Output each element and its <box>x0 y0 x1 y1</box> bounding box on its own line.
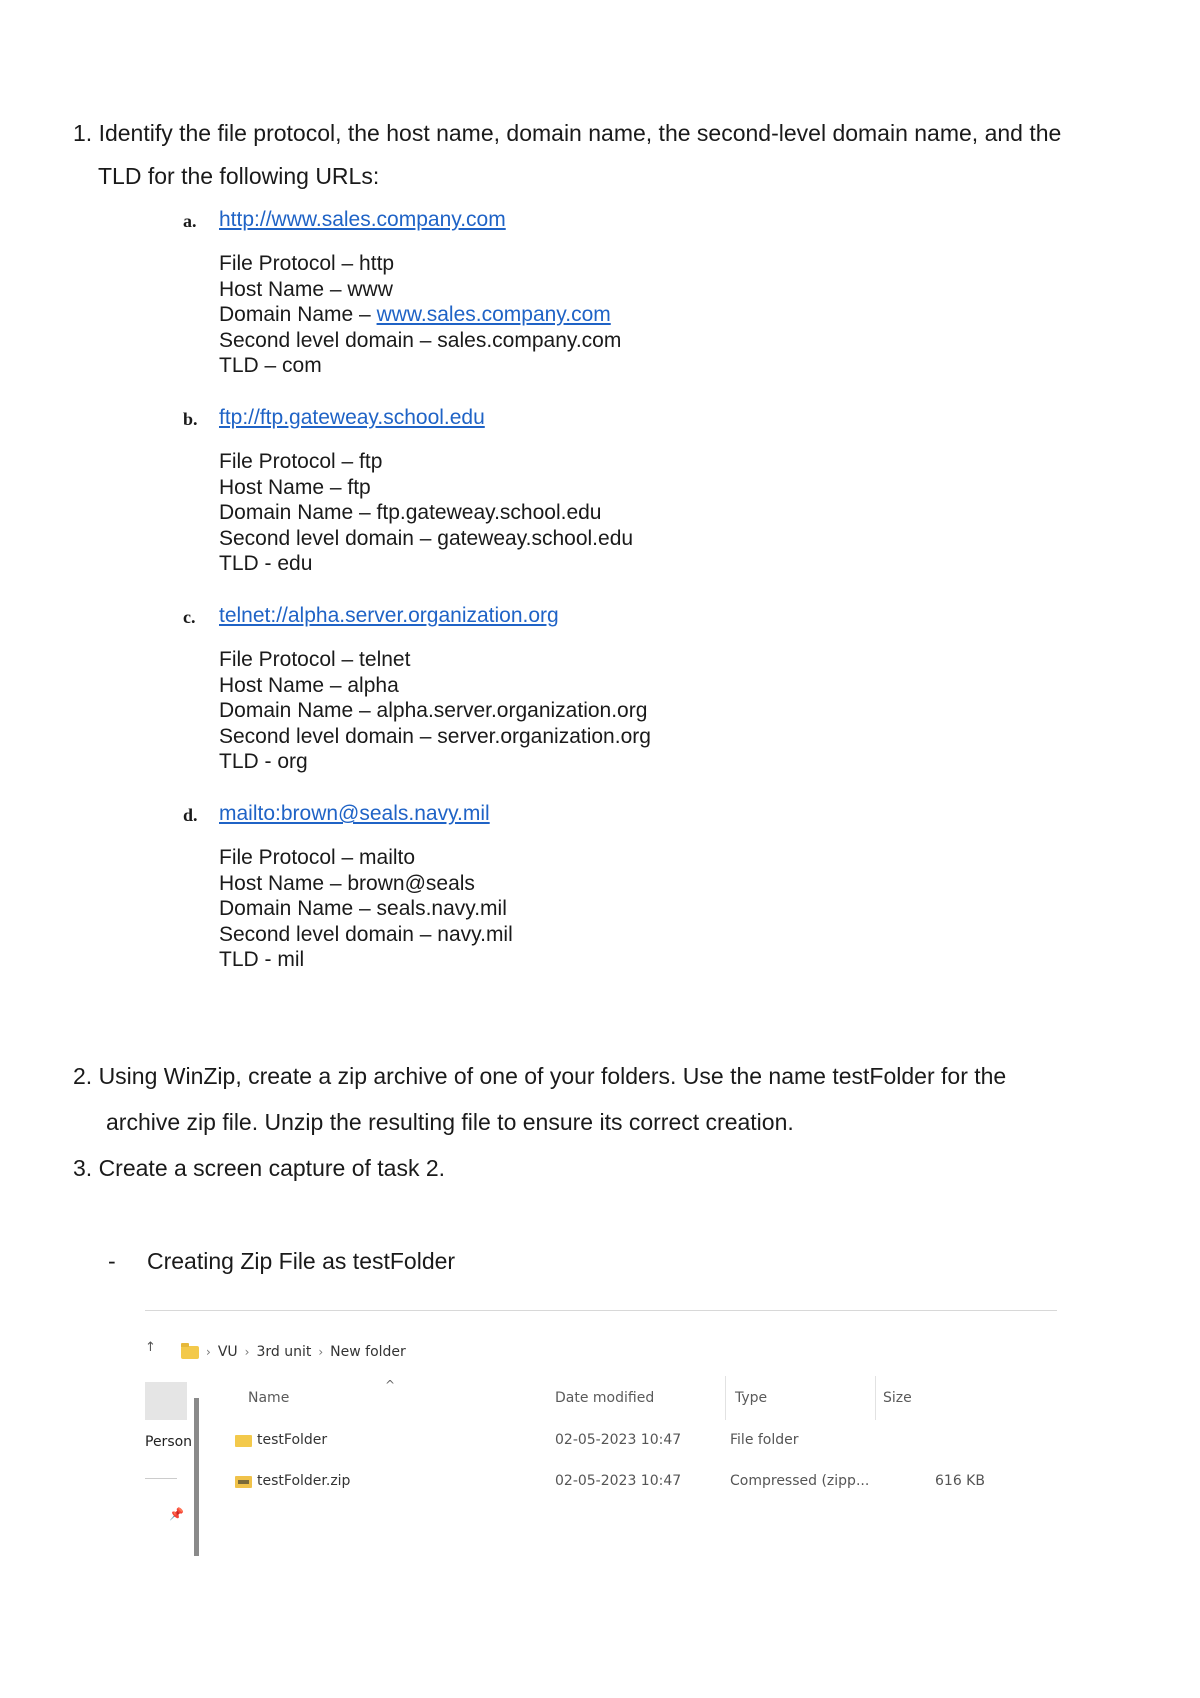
file-name: testFolder <box>257 1432 328 1448</box>
file-name: testFolder.zip <box>257 1473 351 1489</box>
folder-icon <box>235 1435 252 1447</box>
chevron-right-icon: › <box>318 1345 324 1359</box>
bullet-text: Creating Zip File as testFolder <box>147 1248 456 1274</box>
item-c-answers <box>219 647 651 775</box>
item-c-url-link[interactable]: telnet://alpha.server.organization.org <box>219 604 559 627</box>
item-a-domain <box>219 302 621 328</box>
item-c-protocol: File Protocol – telnet <box>219 648 411 671</box>
column-header-type[interactable]: Type <box>735 1390 768 1406</box>
nav-arrow-icon[interactable]: ↑ <box>145 1340 156 1355</box>
bullet-dash: - <box>108 1248 116 1274</box>
item-c-host: Host Name – alpha <box>219 673 399 697</box>
folder-icon <box>181 1346 199 1359</box>
pin-icon: 📌 <box>169 1507 184 1521</box>
explorer-screenshot <box>145 1310 1057 1556</box>
sidebar-divider <box>145 1478 177 1479</box>
file-size: 616 KB <box>935 1473 985 1489</box>
breadcrumb <box>145 1342 406 1362</box>
item-c-sld: Second level domain – server.organization.org <box>219 724 651 748</box>
item-b-sld: Second level domain – gateweay.school.edu <box>219 526 634 550</box>
item-d-tld: TLD - mil <box>219 948 305 971</box>
column-divider[interactable] <box>725 1376 726 1420</box>
file-date: 02-05-2023 10:47 <box>555 1473 682 1489</box>
item-b-answers <box>219 449 633 577</box>
item-a-protocol: File Protocol – http <box>219 252 395 275</box>
sidebar-selected-item[interactable] <box>145 1382 187 1420</box>
item-d-url-link[interactable]: mailto:brown@seals.navy.mil <box>219 802 490 825</box>
chevron-right-icon: › <box>206 1345 211 1359</box>
question-1-line-1: 1. Identify the file protocol, the host name, domain name, the second-level domain name, and the <box>73 120 1062 146</box>
chevron-right-icon: › <box>244 1345 250 1359</box>
column-header-size[interactable]: Size <box>883 1390 912 1406</box>
item-a-host: Host Name – www <box>219 277 393 301</box>
item-a-domain-prefix: Domain Name – <box>219 303 377 326</box>
item-d-host: Host Name – brown@seals <box>219 871 475 895</box>
file-date: 02-05-2023 10:47 <box>555 1432 682 1448</box>
column-header-date[interactable]: Date modified <box>555 1390 655 1406</box>
item-b-url-link[interactable]: ftp://ftp.gateweay.school.edu <box>219 406 485 429</box>
item-b-host: Host Name – ftp <box>219 475 371 499</box>
item-c-tld: TLD - org <box>219 750 308 773</box>
item-d-sld: Second level domain – navy.mil <box>219 922 513 946</box>
item-c-domain: Domain Name – alpha.server.organization.org <box>219 699 648 722</box>
screenshot-top-border <box>145 1310 1057 1311</box>
item-d-domain: Domain Name – seals.navy.mil <box>219 897 507 920</box>
item-c-label: c. <box>183 607 196 627</box>
item-d-answers <box>219 845 513 973</box>
sidebar-item-person[interactable]: Person <box>145 1434 193 1450</box>
question-2-line-1: 2. Using WinZip, create a zip archive of one of your folders. Use the name testFolder for the <box>73 1063 1007 1089</box>
item-b-tld: TLD - edu <box>219 552 313 575</box>
question-2-line-2: archive zip file. Unzip the resulting file to ensure its correct creation. <box>106 1109 794 1135</box>
column-header-name[interactable]: Name <box>248 1390 290 1406</box>
item-a-url-link[interactable]: http://www.sales.company.com <box>219 208 506 231</box>
item-a-tld: TLD – com <box>219 354 322 377</box>
item-b-label: b. <box>183 409 198 429</box>
breadcrumb-item-3rd-unit[interactable]: 3rd unit <box>256 1344 312 1360</box>
item-a-domain-link[interactable]: www.sales.company.com <box>376 303 611 326</box>
item-b-protocol: File Protocol – ftp <box>219 450 383 473</box>
file-type: File folder <box>730 1432 799 1448</box>
item-d-label: d. <box>183 805 198 825</box>
sidebar-scrollbar[interactable] <box>194 1398 199 1556</box>
item-a-label: a. <box>183 211 197 231</box>
file-type: Compressed (zipp... <box>730 1473 870 1489</box>
breadcrumb-item-vu[interactable]: VU <box>217 1344 238 1360</box>
item-a-answers <box>219 251 621 379</box>
breadcrumb-item-new-folder[interactable]: New folder <box>330 1344 406 1360</box>
item-b-domain: Domain Name – ftp.gateweay.school.edu <box>219 501 602 524</box>
question-1-line-2: TLD for the following URLs: <box>98 163 380 189</box>
zip-icon <box>235 1476 252 1488</box>
question-3: 3. Create a screen capture of task 2. <box>73 1155 446 1181</box>
item-d-protocol: File Protocol – mailto <box>219 846 416 869</box>
item-a-sld: Second level domain – sales.company.com <box>219 328 622 352</box>
column-divider[interactable] <box>875 1376 876 1420</box>
sort-caret-icon: ^ <box>385 1378 396 1392</box>
